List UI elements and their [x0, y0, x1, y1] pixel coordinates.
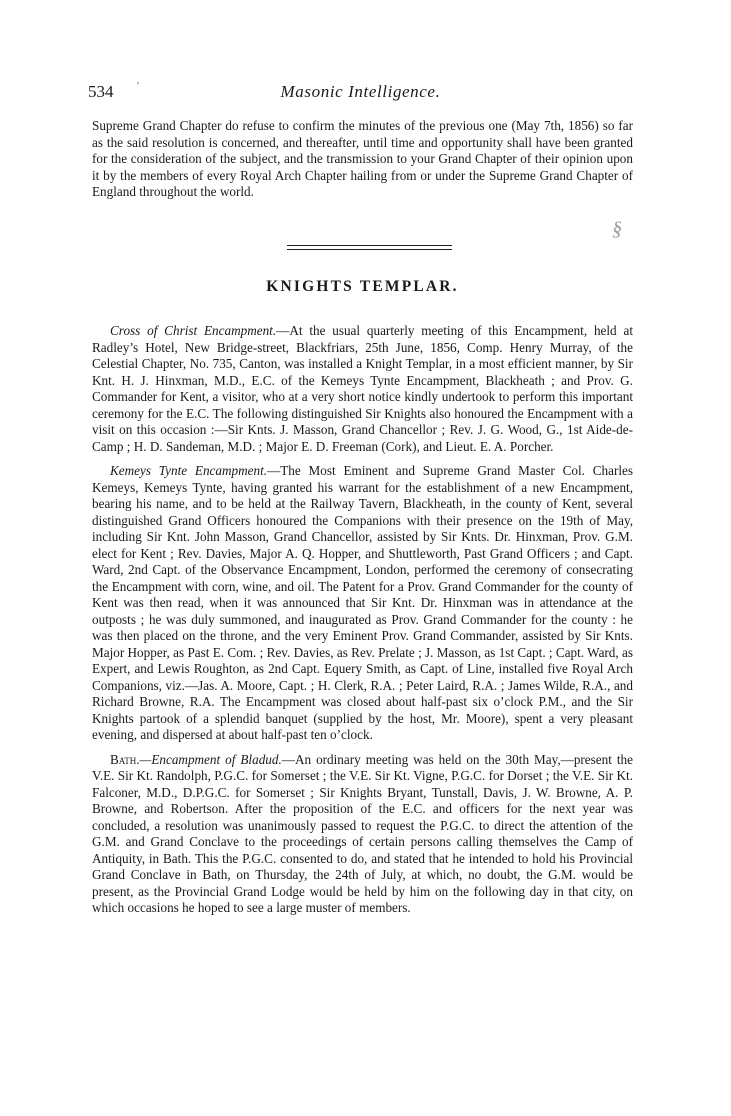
running-head: Masonic Intelligence. [280, 82, 441, 101]
section-title: KNIGHTS TEMPLAR. [266, 278, 459, 295]
paragraph-text: —The Most Eminent and Supreme Grand Master Col. Charles Kemeys, Kemeys Tynte, having granted his warrant for the establishment of a new Encampment, bearing his name, and to be held at the Railway Tavern, Blackheath, in the county of Kent, several distinguished Grand Officers honoured the Companions with their presence on the 19th of May, including Sir Knt. John Masson, Grand Chancellor, assisted by Sir Knts. Dr. Hinxman, Prov. G.M. elect for Kent ; Rev. Davies, Major A. Q. Hopper, and Shuttleworth, Past Grand Officers ; and Capt. Ward, 2nd Capt. of the Observance Encampment, London, performed the ceremony of consecrating the Encampment with corn, wine, and oil. The Patent for a Prov. Grand Commander for the county of Kent was then read, when it was announced that Sir Knt. Dr. Hinxman was in attendance at the outposts ; he was duly summoned, and inaugurated as Prov. Grand Commander for the county : he was then placed on the throne, and the very Eminent Prov. Grand Commander, assisted by Sir Knts. Major Hopper, as Past E. Com. ; Rev. Davies, as Rev. Prelate ; J. Masson, as 1st Capt. ; Capt. Ward, as Expert, and Lewis Roughton, as 2nd Capt. Equery Smith, as Capt. of Line, installed five Royal Arch Companions, viz.—Jas. A. Moore, Capt. ; H. Clerk, R.A. ; Peter Laird, R.A. ; James Wilde, R.A., and Richard Browne, R.A. The Encampment was closed about half-past six o’clock P.M., and the Sir Knights partook of a splendid banquet (supplied by the host, Mr. Moore), spent a very pleasant evening, and dispersed at about half-past ten o’clock. [92, 463, 633, 742]
paragraph-lead: Kemeys Tynte Encampment. [110, 463, 268, 478]
paragraph-cross-of-christ [92, 323, 633, 455]
paragraph-prefix: Bath. [110, 751, 140, 767]
section-divider-bottom [287, 249, 452, 250]
section-body [92, 323, 633, 925]
paragraph-lead: Cross of Christ Encampment. [110, 323, 277, 338]
paragraph-kemeys-tynte [92, 463, 633, 744]
page-header [88, 82, 633, 104]
paragraph-lead: —Encampment of Bladud. [139, 751, 282, 767]
page-mark: ’ [136, 80, 140, 92]
opening-paragraph: Supreme Grand Chapter do refuse to confirm the minutes of the previous one (May 7th, 1856) so far as the said resolution is concerned, and thereafter, until time and opportunity shall have been granted for the consideration of the subject, and the transmission to your Grand Chapter of their opinion upon it by the members of every Royal Arch Chapter hailing from or under the Supreme Grand Chapter of England throughout the world. [92, 118, 633, 199]
paragraph-text: —At the usual quarterly meeting of this Encampment, held at Radley’s Hotel, New Bridge-street, Blackfriars, 25th June, 1856, Comp. Henry Murray, of the Celestial Chapter, No. 735, Canton, was installed a Knight Templar, in a most efficient manner, by Sir Knt. H. J. Hinxman, M.D., E.C. of the Kemeys Tynte Encampment, Blackheath ; and Prov. G. Commander for Kent, a visitor, who at a very short notice kindly undertook to perform this important ceremony for the E.C. The following distinguished Sir Knights also honoured the Encampment with a visit on this occasion :—Sir Knts. J. Masson, Grand Chancellor ; Rev. J. G. Wood, G., 1st Aide-de-Camp ; H. D. Sandeman, M.D. ; Major E. D. Freeman (Cork), and Lieut. E. A. Porcher. [92, 323, 633, 454]
page-number: 534 [88, 82, 114, 101]
paragraph-text: —An ordinary meeting was held on the 30th May,—present the V.E. Sir Kt. Randolph, P.G.C. for Somerset ; the V.E. Sir Kt. Vigne, P.G.C. for Dorset ; the V.E. Sir Kt. Falconer, M.D., D.P.G.C. for Somerset ; Sir Knights Bryant, Tunstall, Davis, J. W. Browne, A. P. Browne, and Robertson. After the proposition of the E.C. and officers for the next year was concluded, a resolution was unanimously passed to request the P.G.C. to direct the attention of the G.M. and Grand Conclave to the proceedings of certain persons calling themselves the Camp of Antiquity, in Bath. This the P.G.C. consented to do, and stated that he intended to hold his Provincial Grand Conclave in Bath, on Thursday, the 24th of July, at which, no doubt, the G.M. would be present, as the Provincial Grand Lodge would be held by him on the following day in that city, on which occasions he hoped to see a large muster of members. [92, 751, 633, 915]
paragraph-bath [92, 752, 633, 917]
margin-mark: § [612, 218, 622, 240]
section-divider-top [287, 245, 452, 246]
